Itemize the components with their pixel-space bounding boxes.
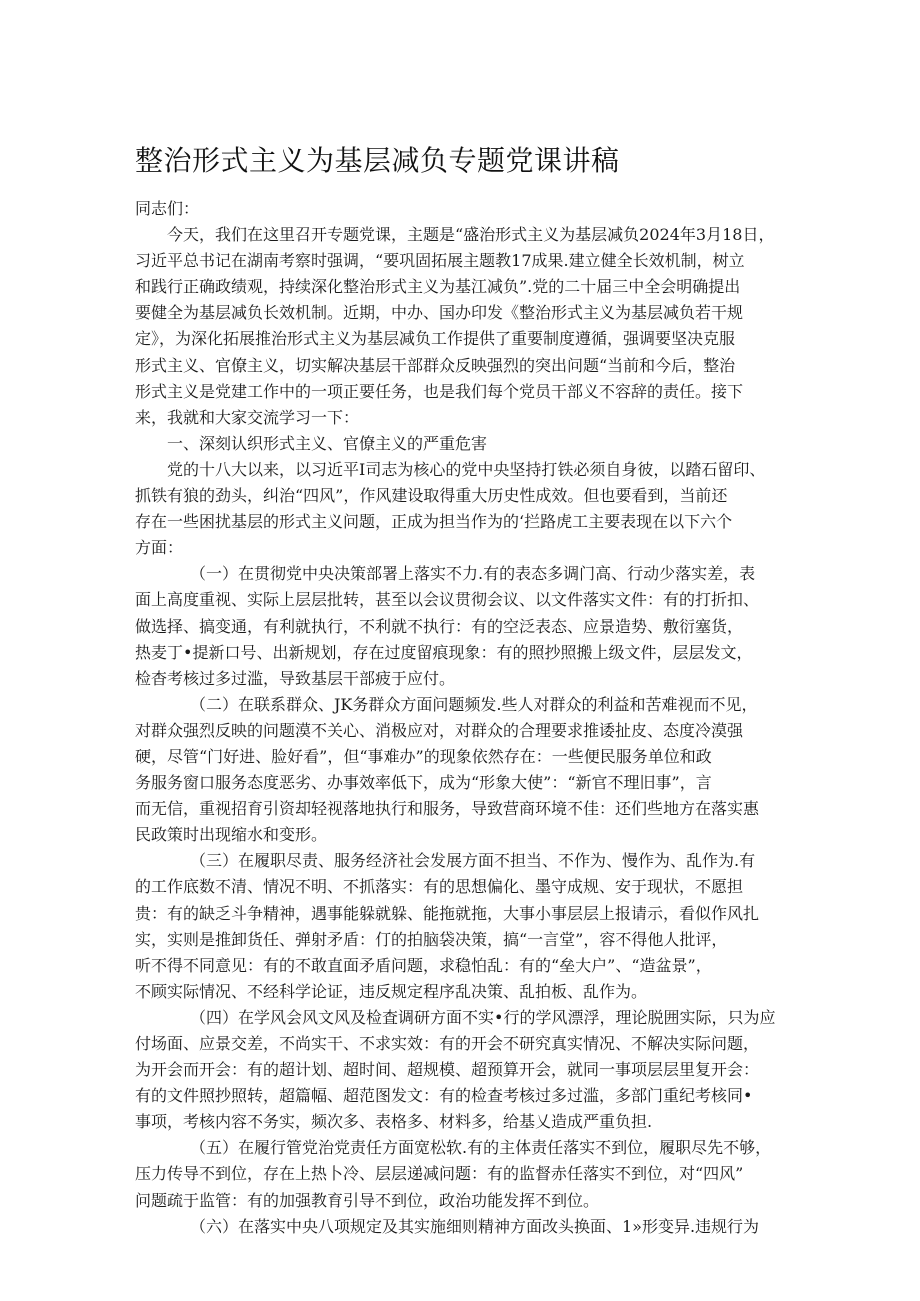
text-line: 检杳考核过多过滥，导致基层干部疲于应付。 <box>135 668 456 688</box>
text-line: 今天，我们在这里召开专题党课，主题是“盛治形式主义为基层减负2024年3月18日， <box>167 225 775 245</box>
text-line: 一、深刻认织形式主义、官僚主义的严重危害 <box>167 433 488 453</box>
text-line: 要健全为基层减负长效机制。近期，中办、国办印发《整治形式主义为基层减负若干规 <box>135 303 744 323</box>
text-line: 和践行正确政绩观，持续深化整治形式主义为基江减负”.党的二十届三中全会明确提出 <box>135 277 741 297</box>
text-line: 做选择、搞变通，有利就执行，不利就不执行：有的空泛表态、应景造势、敷衍塞货， <box>135 616 744 636</box>
text-line: 事项，考核内容不务实，频次多、表格多、材料多，给基乂造成严重负担. <box>135 1112 653 1132</box>
text-line: 定》，为深化拓展推治形式主义为基层减负工作提供了重要制度遵循，强调要坚决克服 <box>135 329 736 349</box>
text-line: 形式主义、官僚主义，切实解决基层干部群众反映强烈的突出问题“当前和今后，整治 <box>135 355 736 375</box>
text-line: 抓铁有狼的劲头，纠治“四风”，作风建设取得重大历史性成效。但也要看到，当前还 <box>135 486 728 506</box>
text-line: 民政策时出现缩水和变形。 <box>135 825 328 845</box>
text-line: 存在一些困扰基层的形式主义问题，正成为担当作为的‘拦路虎工主要表现在以下六个 <box>135 512 733 532</box>
text-line: 压力传导不到位，存在上热卜冷、层层递减问题：有的监督赤任落实不到位，对“四风” <box>135 1164 744 1184</box>
text-line: 硬，尽管“门好进、脸好看”，但“事难办”的现象依然存在：一些便民服务单位和政 <box>135 746 712 766</box>
text-line: （三）在履职尽责、服务经济社会发展方面不担当、不作为、慢作为、乱作为.有 <box>190 851 756 871</box>
text-line: 问题疏于监管：有的加强教育引导不到位，政治功能发挥不到位。 <box>135 1190 600 1210</box>
text-line: （一）在贯彻党中央决策部署上落实不力.有的表态多调门高、行动少落实差，表 <box>190 564 756 584</box>
document-body <box>135 196 789 1240</box>
text-line: （二）在联系群众、JK务群众方面问题频发.些人对群众的利益和苦难视而不见， <box>190 694 758 714</box>
text-line: 有的文件照抄照转，超篇幅、超范图发文：有的检查考核过多过滥，多部门重纪考核同• <box>135 1086 753 1106</box>
text-line: 面上高度重视、实际上层层批转，甚至以会议贯彻会议、以文件落实文件：有的打折扣、 <box>135 590 760 610</box>
text-line: 务服务窗口服务态度恶劣、办事效率低下，成为“形象大使”：“新官不理旧事”，言 <box>135 773 712 793</box>
text-line: 贵：有的缺乏斗争精神，遇事能躲就躲、能拖就拖，大事小事层层上报请示，看似作风扎 <box>135 903 760 923</box>
text-line: 的工作底数不清、情况不明、不抓落实：有的思想偏化、墨守成规、安于现状，不愿担 <box>135 877 744 897</box>
text-line: （五）在履行管党治党责任方面宽松软.有的主体责任落实不到位，履职尽先不够， <box>190 1138 772 1158</box>
text-line: （四）在学风会风文风及检査调研方面不实•行的学风漂浮，理论脱囲实际，只为应 <box>190 1007 776 1027</box>
text-line: 对群众强烈反映的问题漠不关心、消极应对，对群众的合理要求推诿扯皮、态度冷漠强 <box>135 720 744 740</box>
text-line: 而无信，重视招育引资却轻视落地执行和服务，导致营商环境不佳：还们些地方在落实惠 <box>135 799 760 819</box>
text-line: 习近平总书记在湖南考察时强调，“要巩固拓展主题教17成果.建立健全长效机制，树立 <box>135 251 745 271</box>
text-line: 听不得不同意见：有的不敢直面矛盾问题，求稳怕乱：有的“垒大户”、“造盆景”， <box>135 955 712 975</box>
text-line: 不顾实际情况、不经科学论证，违反规定程序乱决策、乱拍板、乱作为。 <box>135 981 648 1001</box>
text-line: 党的十八大以来，以习近平I司志为核心的党中央坚持打铁必须自身彼，以踏石留印、 <box>167 459 766 479</box>
text-line: 来，我就和大家交流学习一下： <box>135 407 360 427</box>
text-line: 付场面、应景交差，不尚实干、不求实效：有的开会不研究真实情况、不解决实际问题， <box>135 1034 760 1053</box>
text-line: （六）在落实中央八项规定及其实施细则精神方面改头换面、1»形变异.违规行为 <box>190 1216 760 1236</box>
text-line: 热麦丁•提新口号、出新规划，存在过度留痕现象：有的照抄照搬上级文件，层层发文， <box>135 642 753 662</box>
text-line: 为开会而开会：有的超计划、超时间、超规模、超预算开会，就同一事项层层里复开会： <box>135 1060 760 1080</box>
text-line: 实，实则是推卸货任、弹射矛盾：仃的拍脑袋决策，搞“一言堂”，容不得他人批评， <box>135 929 728 949</box>
document-title: 整治形式主义为基层减负专题党课讲稿 <box>135 144 620 177</box>
text-line: 形式主义是党建工作中的一项正要任务，也是我们每个党员干部义不容辞的责任。接下 <box>135 381 744 401</box>
text-line: 同志们： <box>135 199 200 218</box>
text-line: 方面： <box>135 538 184 558</box>
